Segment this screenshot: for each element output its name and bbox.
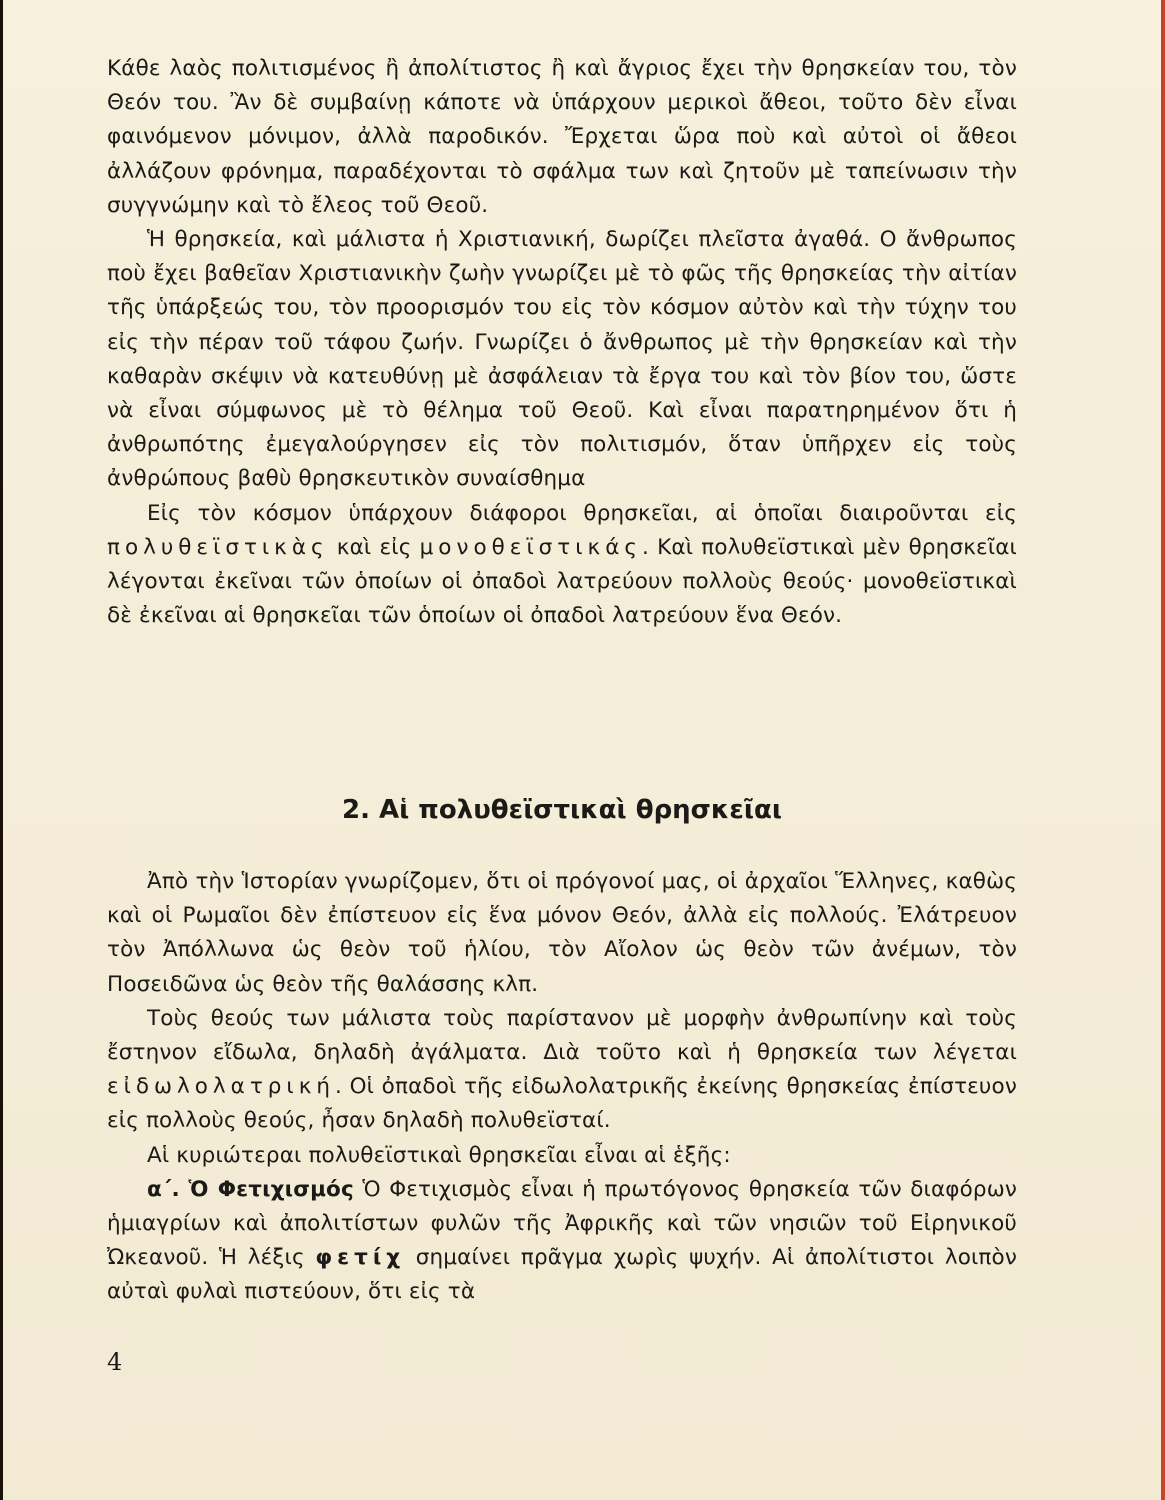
intro-paragraph-1: Κάθε λαὸς πολιτισμένος ἢ ἀπολίτιστος ἢ καὶ ἄγριος ἔχει τὴν θρησκείαν του, τὸν Θεόν του. Ἂν δὲ συμβαίνῃ κάποτε νὰ ὑπάρχουν μερικοὶ ἄθεοι, τοῦτο δὲν εἶναι φαινόμενον μόνιμον, ἀλλὰ παροδικόν. Ἔρχεται ὥρα ποὺ καὶ αὐτοὶ οἱ ἄθεοι ἀλλάζουν φρόνημα, παραδέχονται τὸ σφάλμα των καὶ ζητοῦν μὲ ταπείνωσιν τὴν συγγνώμην καὶ τὸ ἔλεος τοῦ Θεοῦ. [107,56,1017,218]
term-fetich: φετίχ [315,1245,406,1271]
intro-section [107,52,1017,633]
term-polytheistic: πολυθεϊστικὰς [107,534,329,560]
list-marker: α΄. [147,1176,180,1202]
polytheism-section [107,865,1017,1310]
section-paragraph-4-end: σημαίνει πρᾶγμα χωρὶς ψυχήν. Αἱ ἀπολίτιστοι λοιπὸν αὐταὶ φυλαὶ πιστεύουν, ὅτι εἰς τὰ [107,1245,1017,1305]
intro-paragraph-3-start: Εἰς τὸν κόσμον ὑπάρχουν διάφοροι θρησκεῖαι, αἱ ὁποῖαι διαιροῦνται εἰς [147,500,1017,526]
section-paragraph-2 [107,1002,1017,1139]
section-paragraph-2-end: . Οἱ ὀπαδοὶ τῆς εἰδωλολατρικῆς ἐκείνης θρησκείας ἐπίστευον εἰς πολλοὺς θεούς, ἦσαν δηλαδὴ πολυθεϊσταί. [107,1074,1017,1134]
section-paragraph-4-start: Ὁ Φετιχισμὸς εἶναι ἡ πρωτόγονος θρησκεία τῶν διαφόρων ἡμιαγρίων καὶ ἀπολιτίστων φυλῶν τῆς Ἀφρικῆς καὶ τῶν νησιῶν τοῦ Εἰρηνικοῦ Ὠκεανοῦ. Ἡ λέξις [107,1176,1018,1271]
page-number: 4 [107,1348,123,1376]
section-paragraph-1: Ἀπὸ τὴν Ἱστορίαν γνωρίζομεν, ὅτι οἱ πρόγονοί μας, οἱ ἀρχαῖοι Ἕλληνες, καθὼς καὶ οἱ Ρωμαῖοι δὲν ἐπίστευον εἰς ἕνα μόνον Θεόν, ἀλλὰ εἰς πολλούς. Ἐλάτρευον τὸν Ἀπόλλωνα ὡς θεὸν τοῦ ἡλίου, τὸν Αἴολον ὡς θεὸν τῶν ἀνέμων, τὸν Ποσειδῶνα ὡς θεὸν τῆς θαλάσσης κλπ. [107,869,1017,997]
section-heading: 2. Αἱ πολυθεϊστικαὶ θρησκεῖαι [341,795,783,825]
section-paragraph-2-start: Τοὺς θεούς των μάλιστα τοὺς παρίστανον μὲ μορφὴν ἀνθρωπίνην καὶ τοὺς ἔστηνον εἴδωλα, δηλαδὴ ἀγάλματα. Διὰ τοῦτο καὶ ἡ θρησκεία των λέγεται [107,1005,1017,1066]
intro-paragraph-2: Ἡ θρησκεία, καὶ μάλιστα ἡ Χριστιανική, δωρίζει πλεῖστα ἀγαθά. Ο ἄνθρωπος ποὺ ἔχει βαθεῖαν Χριστιανικὴν ζωὴν γνωρίζει μὲ τὸ φῶς τῆς θρησκείας τὴν αἰτίαν τῆς ὑπάρξεώς του, τὸν προορισμόν του εἰς τὸν κόσμον αὐτὸν καὶ τὴν τύχην του εἰς τὴν πέραν τοῦ τάφου ζωήν. Γνωρίζει ὁ ἄνθρωπος μὲ τὴν θρησκείαν καὶ τὴν καθαρὰν σκέψιν νὰ κατευθύνῃ μὲ ἀσφάλειαν τὰ ἔργα του καὶ τὸν βίον του, ὥστε νὰ εἶναι σύμφωνος μὲ τὸ θέλημα τοῦ Θεοῦ. Καὶ εἶναι παρατηρημένον ὅτι ἡ ἀνθρωπότης ἐμεγαλούργησεν εἰς τὸν πολιτισμόν, ὅταν ὑπῆρχεν εἰς τοὺς ἀνθρώπους βαθὺ θρησκευτικὸν συναίσθημα [107,227,1017,492]
intro-paragraph-3-end: . Καὶ πολυθεϊστικαὶ μὲν θρησκεῖαι λέγονται ἐκεῖναι τῶν ὁποίων οἱ ὀπαδοὶ λατρεύουν πολλοὺς θεούς· μονοθεϊστικαὶ δὲ ἐκεῖναι αἱ θρησκεῖαι τῶν ὁποίων οἱ ὀπαδοὶ λατρεύουν ἕνα Θεόν. [107,534,1017,629]
term-monotheistic: μονοθεϊστικάς [419,534,642,560]
section-paragraph-4 [107,1173,1017,1310]
intro-paragraph-3 [107,497,1017,634]
section-paragraph-3: Αἱ κυριώτεραι πολυθεϊστικαὶ θρησκεῖαι εἶναι αἱ ἑξῆς: [147,1142,731,1168]
fetishism-title: Ὁ Φετιχισμός [188,1176,354,1202]
term-idolatrous: εἰδωλολατρική [107,1074,335,1100]
intro-paragraph-3-mid: καὶ εἰς [328,534,420,560]
